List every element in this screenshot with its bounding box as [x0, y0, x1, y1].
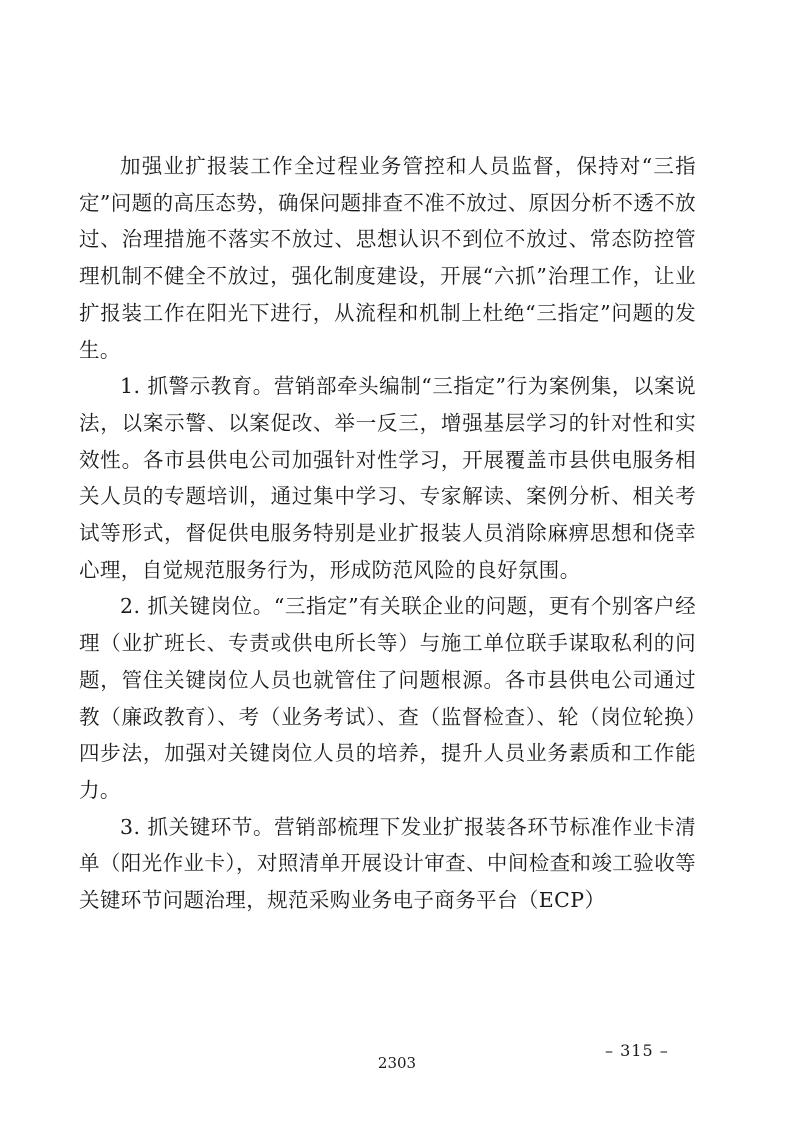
document-body: [79, 148, 696, 919]
footer-number: 2303: [377, 1054, 417, 1072]
paragraph-item-2: 2. 抓关键岗位。“三指定”有关联企业的问题，更有个别客户经理（业扩班长、专责或供电所长等）与施工单位联手谋取私利的问题，管住关键岗位人员也就管住了问题根源。各市县供电公司通过教（廉政教育）、考（业务考试）、查（监督检查）、轮（岗位轮换）四步法，加强对关键岗位人员的培养，提升人员业务素质和工作能力。: [79, 594, 696, 802]
paragraph-item-3: 3. 抓关键环节。营销部梳理下发业扩报装各环节标准作业卡清单（阳光作业卡），对照清单开展设计审查、中间检查和竣工验收等关键环节问题治理，规范采购业务电子商务平台（ECP）: [79, 814, 696, 913]
paragraph-intro: 加强业扩报装工作全过程业务管控和人员监督，保持对“三指定”问题的高压态势，确保问题排查不准不放过、原因分析不透不放过、治理措施不落实不放过、思想认识不到位不放过、常态防控管理机制不健全不放过，强化制度建设，开展“六抓”治理工作，让业扩报装工作在阳光下进行，从流程和机制上杜绝“三指定”问题的发生。: [79, 154, 696, 362]
page-number: – 315 –: [605, 1041, 669, 1060]
paragraph-item-1: 1. 抓警示教育。营销部牵头编制“三指定”行为案例集，以案说法，以案示警、以案促改、举一反三，增强基层学习的针对性和实效性。各市县供电公司加强针对性学习，开展覆盖市县供电服务相关人员的专题培训，通过集中学习、专家解读、案例分析、相关考试等形式，督促供电服务特别是业扩报装人员消除麻痹思想和侥幸心理，自觉规范服务行为，形成防范风险的良好氛围。: [79, 374, 696, 582]
